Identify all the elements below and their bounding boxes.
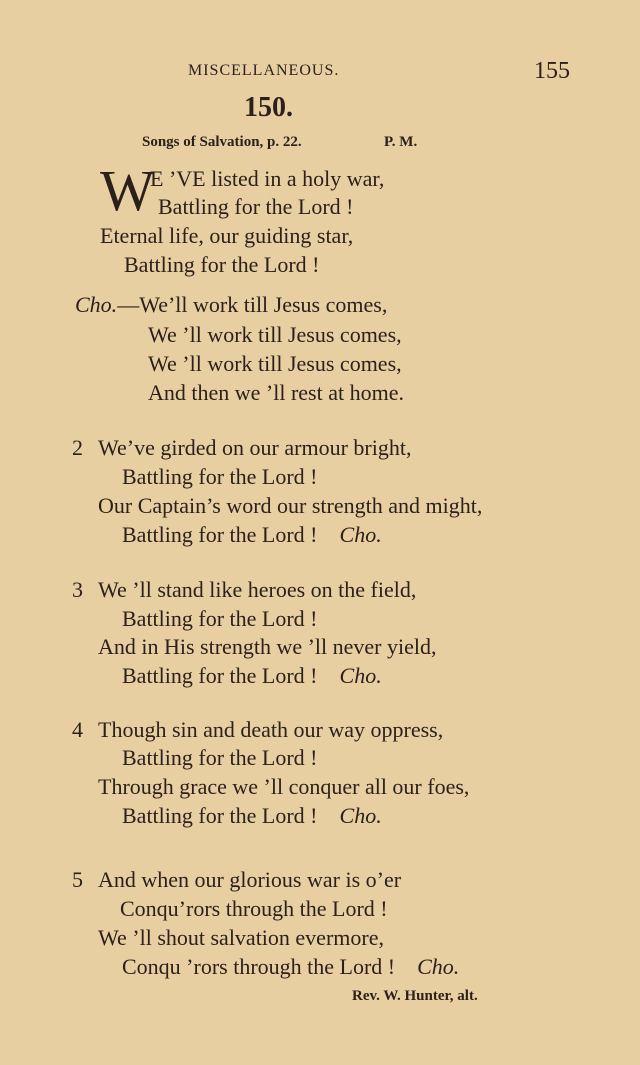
verse4-line2: Battling for the Lord ! [122, 745, 318, 770]
verse5-line3: We ’ll shout salvation evermore, [98, 925, 384, 950]
verse5-cho: Cho. [417, 954, 460, 979]
verse3-line2: Battling for the Lord ! [122, 606, 318, 631]
chorus-line2: We ’ll work till Jesus comes, [148, 322, 402, 347]
verse2-number: 2 [72, 435, 83, 460]
hymn-source: Songs of Salvation, p. 22. [142, 134, 302, 150]
verse4-line4 [122, 803, 382, 829]
chorus-line1 [75, 292, 387, 318]
verse4-cho: Cho. [339, 803, 382, 828]
verse5-number: 5 [72, 867, 83, 892]
dropcap: W [100, 158, 155, 223]
verse4-line3: Through grace we ’ll conquer all our foes, [98, 774, 470, 799]
verse4-line1: Though sin and death our way oppress, [98, 717, 444, 742]
verse2-line4-text: Battling for the Lord ! [122, 522, 318, 547]
verse1-line3: Eternal life, our guiding star, [100, 223, 354, 248]
verse2-line3: Our Captain’s word our strength and might, [98, 493, 483, 518]
hymn-meter: P. M. [384, 134, 418, 150]
verse5-line1: And when our glorious war is o’er [98, 867, 402, 892]
chorus-label: Cho. [75, 292, 118, 317]
chorus-line1-text: —We’ll work till Jesus comes, [117, 292, 388, 317]
verse4-line4-text: Battling for the Lord ! [122, 803, 318, 828]
verse3-line4 [122, 663, 382, 689]
verse1-line2: Battling for the Lord ! [158, 194, 354, 219]
verse3-number: 3 [72, 577, 83, 602]
verse3-cho: Cho. [339, 663, 382, 688]
verse5-line4 [122, 954, 459, 980]
verse3-line3: And in His strength we ’ll never yield, [98, 634, 437, 659]
verse1-line1: E ’VE listed in a holy war, [150, 166, 385, 191]
chorus-line3: We ’ll work till Jesus comes, [148, 351, 402, 376]
verse3-line1: We ’ll stand like heroes on the field, [98, 577, 417, 602]
attribution: Rev. W. Hunter, alt. [352, 988, 478, 1004]
verse2-line4 [122, 522, 382, 548]
verse3-line4-text: Battling for the Lord ! [122, 663, 318, 688]
verse2-cho: Cho. [339, 522, 382, 547]
verse2-line2: Battling for the Lord ! [122, 464, 318, 489]
running-header: MISCELLANEOUS. [188, 62, 340, 79]
chorus-line4: And then we ’ll rest at home. [148, 380, 404, 405]
verse5-line4-text: Conqu ’rors through the Lord ! [122, 954, 396, 979]
verse5-line2: Conqu’rors through the Lord ! [120, 896, 388, 921]
verse2-line1: We’ve girded on our armour bright, [98, 435, 412, 460]
verse4-number: 4 [72, 717, 83, 742]
verse1-line4: Battling for the Lord ! [124, 252, 320, 277]
page-number: 155 [534, 58, 570, 84]
hymn-number: 150. [244, 92, 293, 123]
